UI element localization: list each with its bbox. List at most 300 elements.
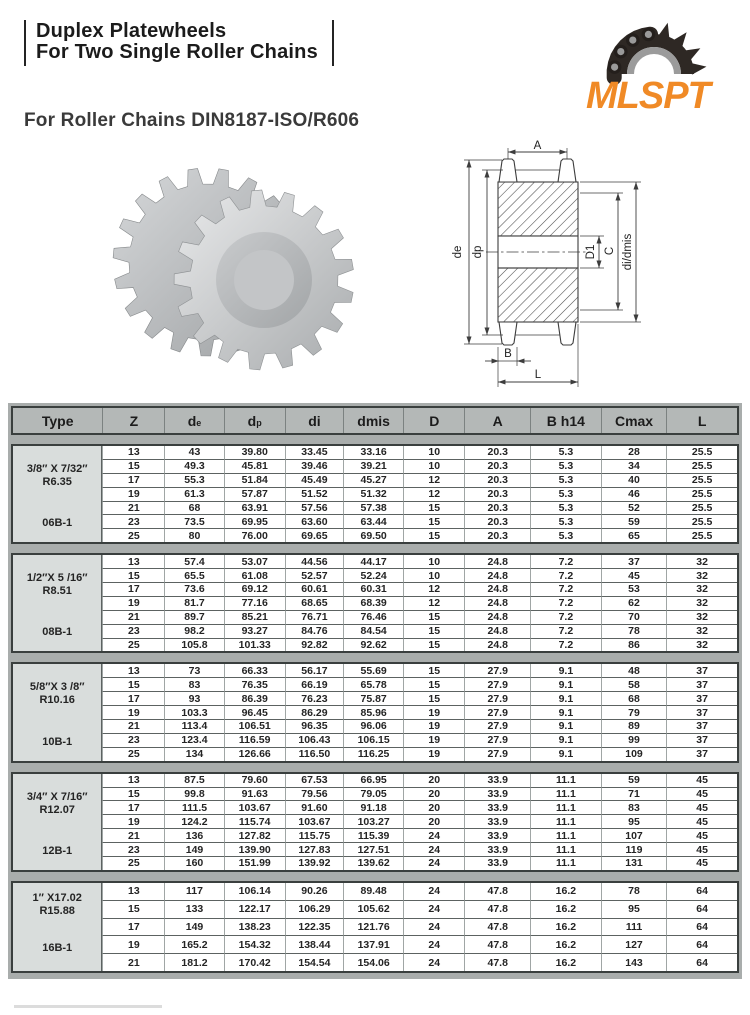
table-cell: 89 [601, 719, 667, 733]
table-cell: 67.53 [285, 774, 343, 787]
dim-label-L: L [534, 369, 542, 381]
table-cell: 20.3 [464, 501, 530, 515]
table-group [11, 772, 739, 872]
table-cell: 24 [403, 935, 464, 953]
table-cell: 19 [102, 935, 164, 953]
table-cell: 5.3 [530, 487, 601, 501]
table-cell: 27.9 [464, 733, 530, 747]
table-cell: 13 [102, 774, 164, 787]
table-cell: 33.9 [464, 842, 530, 856]
table-cell: 5.3 [530, 473, 601, 487]
table-cell: 9.1 [530, 677, 601, 691]
column-header: Cmax [601, 408, 667, 433]
table-cell: 17 [102, 918, 164, 936]
table-cell: 111.5 [164, 800, 223, 814]
table-cell: 76.46 [343, 610, 403, 624]
table-cell: 16.2 [530, 935, 601, 953]
table-cell: 15 [403, 514, 464, 528]
table-cell: 19 [102, 487, 164, 501]
dim-label-di-dmis: di/dmis [622, 233, 634, 271]
table-cell: 33.9 [464, 787, 530, 801]
table-cell: 24.8 [464, 610, 530, 624]
table-cell: 15 [403, 664, 464, 677]
column-header: d e [164, 408, 223, 433]
table-cell: 16.2 [530, 918, 601, 936]
type-cell [13, 555, 102, 651]
table-cell: 7.2 [530, 555, 601, 568]
table-cell: 37 [601, 555, 667, 568]
table-cell: 15 [403, 501, 464, 515]
table-cell: 45.49 [285, 473, 343, 487]
table-cell: 64 [666, 953, 737, 971]
table-cell: 44.56 [285, 555, 343, 568]
table-cell: 57.38 [343, 501, 403, 515]
table-cell: 84.76 [285, 624, 343, 638]
spec-table [8, 403, 742, 979]
column-header: D [403, 408, 464, 433]
table-cell: 71 [601, 787, 667, 801]
table-group [11, 444, 739, 544]
table-cell: 20.3 [464, 528, 530, 542]
table-cell: 154.06 [343, 953, 403, 971]
table-cell: 68 [601, 691, 667, 705]
table-cell: 15 [403, 677, 464, 691]
table-cell: 70 [601, 610, 667, 624]
table-cell: 12 [403, 582, 464, 596]
table-cell: 133 [164, 900, 223, 918]
column-header: d p [224, 408, 285, 433]
type-size: 5/8″X 3 /8″ [29, 681, 85, 694]
table-cell: 61.08 [224, 568, 285, 582]
table-cell: 24.8 [464, 624, 530, 638]
table-cell: 170.42 [224, 953, 285, 971]
table-cell: 45 [666, 842, 737, 856]
table-cell: 39.80 [224, 446, 285, 459]
table-cell: 11.1 [530, 856, 601, 870]
table-cell: 69.12 [224, 582, 285, 596]
table-cell: 136 [164, 828, 223, 842]
type-size: 1″ X17.02 [32, 891, 82, 904]
table-cell: 47.8 [464, 953, 530, 971]
table-cell: 19 [102, 596, 164, 610]
type-cell [13, 446, 102, 542]
dim-label-B: B [504, 348, 512, 360]
table-cell: 37 [666, 747, 737, 761]
column-header: Type [41, 412, 74, 429]
table-cell: 115.39 [343, 828, 403, 842]
table-cell: 40 [601, 473, 667, 487]
table-cell: 19 [403, 705, 464, 719]
table-cell: 25.5 [666, 487, 737, 501]
column-header: A [464, 408, 530, 433]
table-cell: 47.8 [464, 935, 530, 953]
table-cell: 165.2 [164, 935, 223, 953]
table-cell: 79.60 [224, 774, 285, 787]
table-cell: 5.3 [530, 501, 601, 515]
dim-label-C: C [604, 246, 616, 256]
table-cell: 127 [601, 935, 667, 953]
type-roller: R15.88 [39, 904, 75, 917]
table-cell: 27.9 [464, 677, 530, 691]
table-cell: 83 [164, 677, 223, 691]
table-cell: 60.31 [343, 582, 403, 596]
table-cell: 12 [403, 596, 464, 610]
table-cell: 115.74 [224, 814, 285, 828]
type-roller: R10.16 [39, 694, 75, 707]
table-cell: 20.3 [464, 446, 530, 459]
table-cell: 32 [666, 638, 737, 652]
table-cell: 33.9 [464, 856, 530, 870]
type-size: 1/2″X 5 /16″ [26, 572, 88, 585]
table-cell: 46 [601, 487, 667, 501]
table-cell: 64 [666, 883, 737, 900]
table-cell: 33.9 [464, 774, 530, 787]
table-cell: 7.2 [530, 638, 601, 652]
type-cell [13, 883, 102, 971]
table-cell: 123.4 [164, 733, 223, 747]
type-code: 06B-1 [42, 517, 73, 530]
table-cell: 52.24 [343, 568, 403, 582]
table-cell: 66.33 [224, 664, 285, 677]
table-cell: 25.5 [666, 473, 737, 487]
table-cell: 24.8 [464, 596, 530, 610]
table-cell: 91.60 [285, 800, 343, 814]
table-cell: 84.54 [343, 624, 403, 638]
title-line-2: For Two Single Roller Chains [36, 41, 318, 63]
table-cell: 11.1 [530, 828, 601, 842]
table-cell: 57.56 [285, 501, 343, 515]
table-cell: 25 [102, 856, 164, 870]
table-cell: 45 [601, 568, 667, 582]
table-cell: 103.27 [343, 814, 403, 828]
tooth-bottom-left [499, 322, 517, 345]
table-group [11, 662, 739, 762]
table-cell: 27.9 [464, 719, 530, 733]
table-cell: 68.65 [285, 596, 343, 610]
table-cell: 91.18 [343, 800, 403, 814]
type-roller: R8.51 [42, 585, 72, 598]
table-cell: 45 [666, 828, 737, 842]
table-cell: 76.23 [285, 691, 343, 705]
table-cell: 106.14 [224, 883, 285, 900]
type-size: 3/4″ X 7/16″ [26, 790, 88, 803]
dim-label-A: A [533, 140, 542, 152]
table-cell: 106.51 [224, 719, 285, 733]
type-spec [13, 681, 101, 707]
table-cell: 37 [666, 719, 737, 733]
table-cell: 7.2 [530, 624, 601, 638]
type-roller: R6.35 [42, 476, 72, 488]
table-cell: 25.5 [666, 446, 737, 459]
table-cell: 69.65 [285, 528, 343, 542]
table-cell: 24.8 [464, 568, 530, 582]
dim-label-D1: D1 [585, 244, 597, 260]
table-cell: 45.27 [343, 473, 403, 487]
table-cell: 17 [102, 582, 164, 596]
table-cell: 25.5 [666, 514, 737, 528]
table-cell: 149 [164, 842, 223, 856]
table-cell: 15 [403, 638, 464, 652]
table-cell: 45 [666, 774, 737, 787]
table-cell: 107 [601, 828, 667, 842]
table-cell: 28 [601, 446, 667, 459]
table-cell: 23 [102, 842, 164, 856]
table-cell: 32 [666, 582, 737, 596]
table-cell: 96.45 [224, 705, 285, 719]
table-cell: 15 [403, 610, 464, 624]
table-cell: 27.9 [464, 705, 530, 719]
table-cell: 90.26 [285, 883, 343, 900]
table-cell: 15 [403, 691, 464, 705]
table-cell: 59 [601, 514, 667, 528]
table-cell: 25 [102, 638, 164, 652]
title-line-1: Duplex Platewheels [36, 20, 227, 42]
table-cell: 37 [666, 733, 737, 747]
table-cell: 91.63 [224, 787, 285, 801]
table-cell: 60.61 [285, 582, 343, 596]
table-cell: 25 [102, 747, 164, 761]
table-cell: 116.59 [224, 733, 285, 747]
table-cell: 5.3 [530, 514, 601, 528]
table-header-row [11, 406, 739, 435]
table-cell: 13 [102, 555, 164, 568]
table-cell: 25 [102, 528, 164, 542]
table-cell: 5.3 [530, 528, 601, 542]
table-group [11, 881, 739, 973]
table-cell: 116.50 [285, 747, 343, 761]
table-cell: 92.62 [343, 638, 403, 652]
table-cell: 45.81 [224, 459, 285, 473]
table-cell: 57.87 [224, 487, 285, 501]
duplex-sprocket-image [113, 169, 353, 370]
table-cell: 131 [601, 856, 667, 870]
table-cell: 115.75 [285, 828, 343, 842]
table-cell: 19 [102, 814, 164, 828]
table-cell: 63.60 [285, 514, 343, 528]
table-cell: 51.52 [285, 487, 343, 501]
table-cell: 15 [102, 568, 164, 582]
table-cell: 63.44 [343, 514, 403, 528]
table-cell: 9.1 [530, 719, 601, 733]
type-size: 3/8″ X 7/32″ [26, 463, 88, 475]
table-cell: 79.05 [343, 787, 403, 801]
table-cell: 58 [601, 677, 667, 691]
table-cell: 64 [666, 900, 737, 918]
table-cell: 86 [601, 638, 667, 652]
table-cell: 106.29 [285, 900, 343, 918]
table-cell: 69.95 [224, 514, 285, 528]
table-cell: 33.9 [464, 800, 530, 814]
table-cell: 92.82 [285, 638, 343, 652]
table-cell: 24 [403, 856, 464, 870]
column-header: B h14 [530, 408, 601, 433]
table-cell: 11.1 [530, 814, 601, 828]
table-cell: 21 [102, 501, 164, 515]
table-cell: 16.2 [530, 900, 601, 918]
table-cell: 37 [666, 691, 737, 705]
table-cell: 55.69 [343, 664, 403, 677]
type-code: 16B-1 [42, 941, 73, 954]
table-cell: 89.7 [164, 610, 223, 624]
brand-logo [582, 16, 732, 126]
table-cell: 62 [601, 596, 667, 610]
table-cell: 119 [601, 842, 667, 856]
table-cell: 7.2 [530, 568, 601, 582]
table-cell: 83 [601, 800, 667, 814]
table-cell: 99 [601, 733, 667, 747]
table-cell: 122.35 [285, 918, 343, 936]
table-cell: 9.1 [530, 733, 601, 747]
table-cell: 96.06 [343, 719, 403, 733]
table-cell: 81.7 [164, 596, 223, 610]
table-cell: 89.48 [343, 883, 403, 900]
table-cell: 15 [403, 528, 464, 542]
table-cell: 15 [102, 787, 164, 801]
table-cell: 85.96 [343, 705, 403, 719]
table-cell: 10 [403, 446, 464, 459]
table-cell: 49.3 [164, 459, 223, 473]
table-cell: 124.2 [164, 814, 223, 828]
type-cell [13, 664, 102, 760]
table-cell: 33.9 [464, 828, 530, 842]
table-cell: 7.2 [530, 582, 601, 596]
table-cell: 103.67 [224, 800, 285, 814]
table-cell: 127.51 [343, 842, 403, 856]
table-body [11, 444, 739, 973]
table-cell: 20 [403, 774, 464, 787]
table-cell: 33.45 [285, 446, 343, 459]
type-code: 12B-1 [42, 844, 73, 857]
table-cell: 121.76 [343, 918, 403, 936]
table-cell: 37 [666, 705, 737, 719]
table-cell: 154.32 [224, 935, 285, 953]
table-cell: 86.39 [224, 691, 285, 705]
table-cell: 24 [403, 953, 464, 971]
column-header: di [285, 408, 343, 433]
table-cell: 56.17 [285, 664, 343, 677]
table-cell: 20.3 [464, 487, 530, 501]
table-cell: 139.90 [224, 842, 285, 856]
table-cell: 85.21 [224, 610, 285, 624]
table-cell: 45 [666, 814, 737, 828]
brand-text: MLSPT [586, 75, 710, 117]
table-cell: 9.1 [530, 705, 601, 719]
table-cell: 69.50 [343, 528, 403, 542]
table-cell: 43 [164, 446, 223, 459]
table-cell: 138.44 [285, 935, 343, 953]
product-photo [112, 156, 357, 386]
table-cell: 93 [164, 691, 223, 705]
table-cell: 9.1 [530, 691, 601, 705]
table-cell: 19 [403, 719, 464, 733]
table-cell: 86.29 [285, 705, 343, 719]
table-cell: 27.9 [464, 691, 530, 705]
table-cell: 64 [666, 918, 737, 936]
table-cell: 149 [164, 918, 223, 936]
table-cell: 9.1 [530, 747, 601, 761]
table-cell: 77.16 [224, 596, 285, 610]
table-cell: 20 [403, 800, 464, 814]
table-cell: 24.8 [464, 555, 530, 568]
table-cell: 20.3 [464, 514, 530, 528]
table-cell: 15 [403, 624, 464, 638]
table-cell: 15 [102, 900, 164, 918]
table-cell: 23 [102, 733, 164, 747]
table-group [11, 553, 739, 653]
table-cell: 19 [102, 705, 164, 719]
column-header: L [666, 408, 737, 433]
table-cell: 78 [601, 883, 667, 900]
type-code: 08B-1 [42, 626, 73, 639]
table-cell: 76.35 [224, 677, 285, 691]
page-subtitle: For Roller Chains DIN8187-ISO/R606 [24, 110, 360, 131]
table-cell: 98.2 [164, 624, 223, 638]
table-cell: 45 [666, 856, 737, 870]
table-cell: 45 [666, 800, 737, 814]
table-cell: 139.92 [285, 856, 343, 870]
table-cell: 96.35 [285, 719, 343, 733]
table-cell: 127.83 [285, 842, 343, 856]
table-cell: 52 [601, 501, 667, 515]
table-cell: 21 [102, 953, 164, 971]
table-cell: 117 [164, 883, 223, 900]
table-cell: 66.19 [285, 677, 343, 691]
table-cell: 122.17 [224, 900, 285, 918]
table-cell: 25.5 [666, 459, 737, 473]
type-cell [13, 774, 102, 870]
table-cell: 20.3 [464, 473, 530, 487]
table-cell: 17 [102, 473, 164, 487]
table-cell: 66.95 [343, 774, 403, 787]
dimension-diagram [398, 140, 750, 402]
table-cell: 65 [601, 528, 667, 542]
table-cell: 101.33 [224, 638, 285, 652]
table-cell: 139.62 [343, 856, 403, 870]
tooth-top-right [558, 159, 576, 182]
sprocket-chain-icon [609, 23, 706, 78]
table-cell: 75.87 [343, 691, 403, 705]
type-spec [13, 791, 101, 817]
table-cell: 113.4 [164, 719, 223, 733]
table-cell: 55.3 [164, 473, 223, 487]
table-cell: 106.43 [285, 733, 343, 747]
table-cell: 99.8 [164, 787, 223, 801]
table-cell: 25.5 [666, 501, 737, 515]
hatched-hub-lower [498, 268, 578, 322]
table-cell: 20.3 [464, 459, 530, 473]
table-cell: 47.8 [464, 900, 530, 918]
table-cell: 7.2 [530, 596, 601, 610]
table-cell: 17 [102, 800, 164, 814]
table-cell: 106.15 [343, 733, 403, 747]
table-cell: 126.66 [224, 747, 285, 761]
table-cell: 51.84 [224, 473, 285, 487]
type-roller: R12.07 [39, 803, 75, 816]
table-cell: 27.9 [464, 664, 530, 677]
table-cell: 93.27 [224, 624, 285, 638]
table-cell: 78 [601, 624, 667, 638]
table-cell: 17 [102, 691, 164, 705]
tooth-top-left [499, 159, 517, 182]
table-cell: 13 [102, 446, 164, 459]
table-cell: 32 [666, 610, 737, 624]
table-cell: 73 [164, 664, 223, 677]
table-cell: 19 [403, 747, 464, 761]
table-cell: 13 [102, 664, 164, 677]
table-cell: 59 [601, 774, 667, 787]
table-cell: 95 [601, 900, 667, 918]
table-cell: 64 [666, 935, 737, 953]
